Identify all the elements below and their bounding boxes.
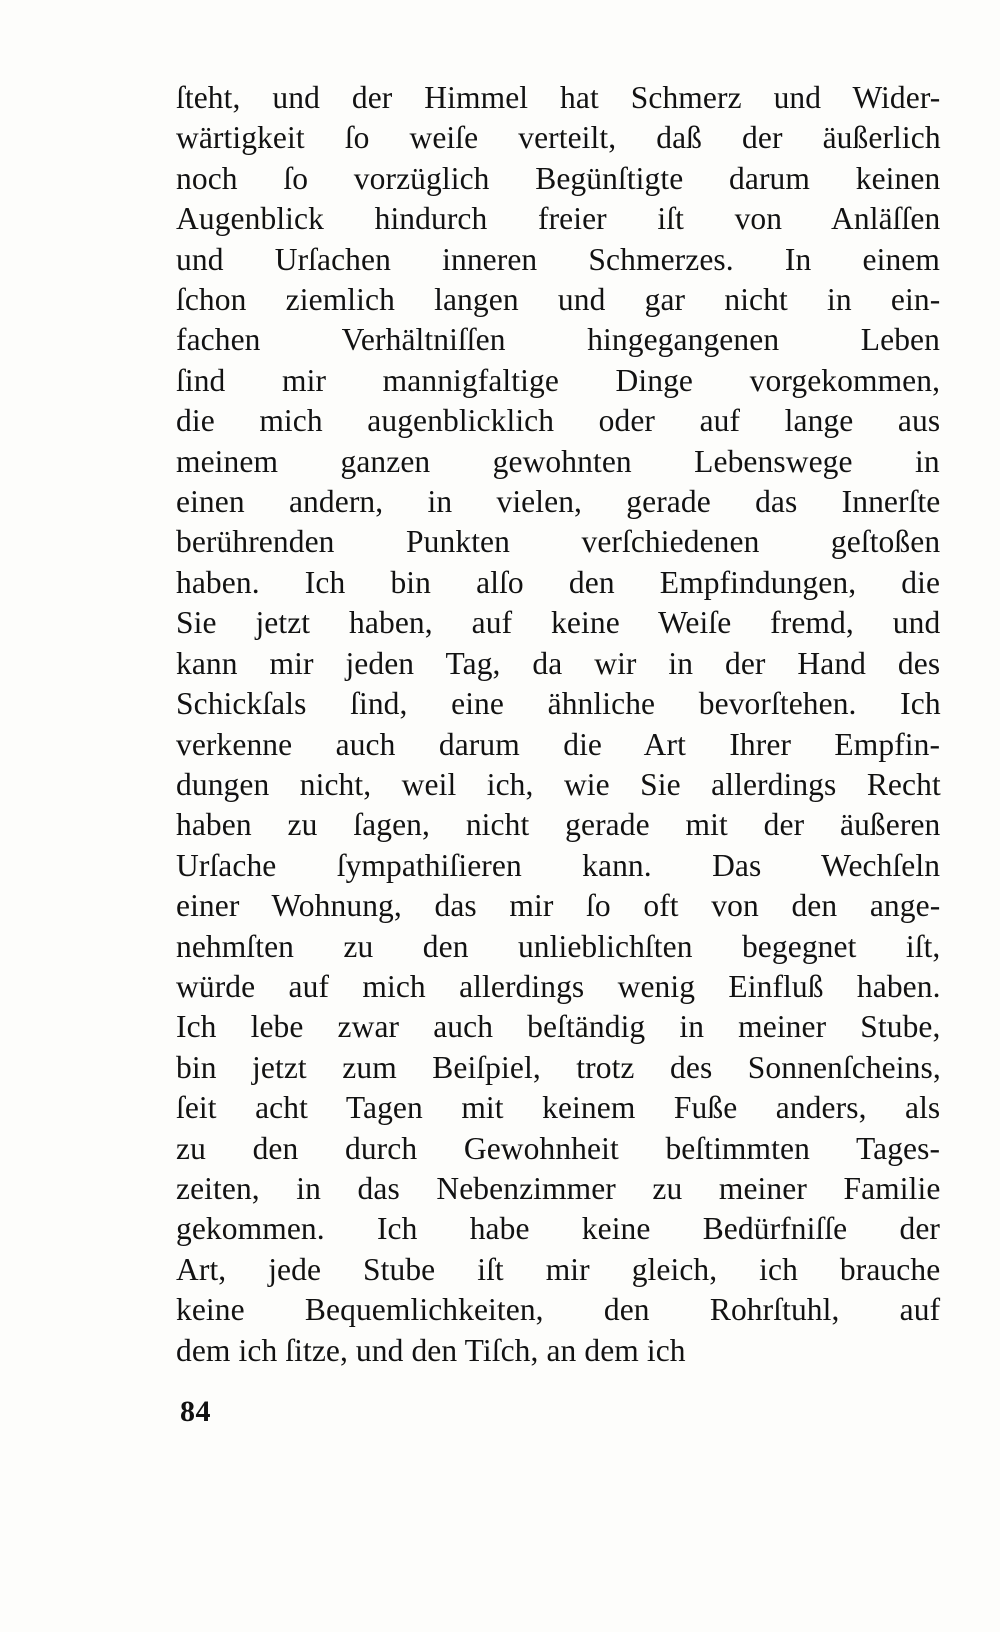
text-line: Augenblick hindurch freier iſt von Anläſſen xyxy=(176,201,941,237)
text-line: ſchon ziemlich langen und gar nicht in ein- xyxy=(176,282,941,318)
text-line: ſeit acht Tagen mit keinem Fuße anders, als xyxy=(176,1090,941,1126)
text-line: verkenne auch darum die Art Ihrer Empfin- xyxy=(176,726,941,762)
text-line: und Urſachen inneren Schmerzes. In einem xyxy=(176,241,940,277)
text-line: noch ſo vorzüglich Begünſtigte darum keinen xyxy=(176,160,941,196)
text-line: haben. Ich bin alſo den Empfindungen, die xyxy=(176,564,941,600)
text-line: Sie jetzt haben, auf keine Weiſe fremd, und xyxy=(176,605,941,641)
text-line: einen andern, in vielen, gerade das Innerſte xyxy=(176,484,941,520)
text-line: nehmſten zu den unlieblichſten begegnet iſt, xyxy=(176,928,941,964)
text-line: dungen nicht, weil ich, wie Sie allerdings Recht xyxy=(176,766,941,802)
text-line: meinem ganzen gewohnten Lebenswege in xyxy=(176,443,940,479)
body-text xyxy=(176,78,941,1371)
text-line: würde auf mich allerdings wenig Einfluß haben. xyxy=(176,968,941,1004)
text-line: bin jetzt zum Beiſpiel, trotz des Sonnenſcheins, xyxy=(176,1049,941,1085)
text-line: ſind mir mannigfaltige Dinge vorgekommen, xyxy=(176,362,941,398)
text-line: wärtigkeit ſo weiſe verteilt, daß der äußerlich xyxy=(176,120,941,156)
text-line: zeiten, in das Nebenzimmer zu meiner Familie xyxy=(176,1170,941,1206)
text-line: die mich augenblicklich oder auf lange aus xyxy=(176,403,941,439)
text-line: Art, jede Stube iſt mir gleich, ich brauche xyxy=(176,1251,941,1287)
text-line: Schickſals ſind, eine ähnliche bevorſtehen. Ich xyxy=(176,686,941,722)
text-line: Urſache ſympathiſieren kann. Das Wechſeln xyxy=(176,847,941,883)
text-line: fachen Verhältniſſen hingegangenen Leben xyxy=(176,322,940,358)
page-number: 84 xyxy=(180,1395,211,1428)
text-line: kann mir jeden Tag, da wir in der Hand des xyxy=(176,645,941,681)
text-line: dem ich ſitze, und den Tiſch, an dem ich xyxy=(176,1332,686,1368)
text-line: ſteht, und der Himmel hat Schmerz und Wider- xyxy=(176,80,941,115)
text-line: keine Bequemlichkeiten, den Rohrſtuhl, auf xyxy=(176,1292,941,1328)
text-line: einer Wohnung, das mir ſo oft von den ange- xyxy=(176,888,941,924)
text-line: zu den durch Gewohnheit beſtimmten Tages- xyxy=(176,1130,941,1166)
text-line: gekommen. Ich habe keine Bedürfniſſe der xyxy=(176,1211,940,1247)
text-line: berührenden Punkten verſchiedenen geſtoßen xyxy=(176,524,941,560)
text-line: Ich lebe zwar auch beſtändig in meiner Stube, xyxy=(176,1009,941,1045)
text-line: haben zu ſagen, nicht gerade mit der äußeren xyxy=(176,807,941,843)
